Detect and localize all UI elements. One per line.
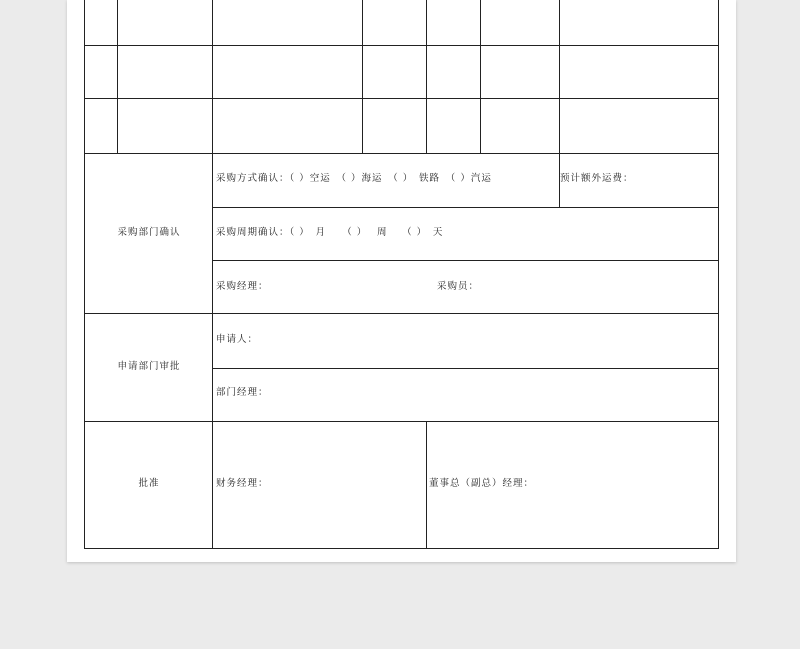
table-line (426, 421, 427, 548)
purchase-method-line: 采购方式确认：（ ）空运 （ ）海运 （ ） 铁路 （ ）汽运 (216, 173, 492, 184)
table-border-left (84, 0, 85, 548)
approval-label: 批准 (138, 478, 160, 489)
table-line (212, 0, 213, 548)
table-line (480, 0, 481, 153)
table-line (117, 0, 118, 153)
table-line (84, 313, 718, 314)
table-line (362, 0, 363, 153)
purchase-cycle-line: 采购周期确认：（ ） 月 （ ） 周 （ ） 天 (216, 227, 444, 238)
purchase-dept-confirm-label: 采购部门确认 (117, 227, 181, 238)
dept-manager-label: 部门经理： (216, 387, 269, 398)
table-line (84, 98, 718, 99)
table-border-right (718, 0, 719, 548)
table-border-bottom (84, 548, 719, 549)
purchaser-label: 采购员： (437, 281, 480, 292)
freight-estimate-label: 预计额外运费： (560, 173, 634, 184)
table-line (84, 421, 718, 422)
purchase-manager-label: 采购经理： (216, 281, 269, 292)
document-page (67, 0, 736, 562)
table-line (426, 0, 427, 153)
general-manager-label: 董事总（副总）经理： (429, 478, 535, 489)
table-line (212, 207, 718, 208)
applicant-label: 申请人： (216, 334, 259, 345)
table-line (212, 368, 718, 369)
table-line (84, 45, 718, 46)
table-line (212, 260, 718, 261)
applicant-dept-review-label: 申请部门审批 (117, 361, 181, 372)
table-line (84, 153, 718, 154)
finance-manager-label: 财务经理： (216, 478, 269, 489)
